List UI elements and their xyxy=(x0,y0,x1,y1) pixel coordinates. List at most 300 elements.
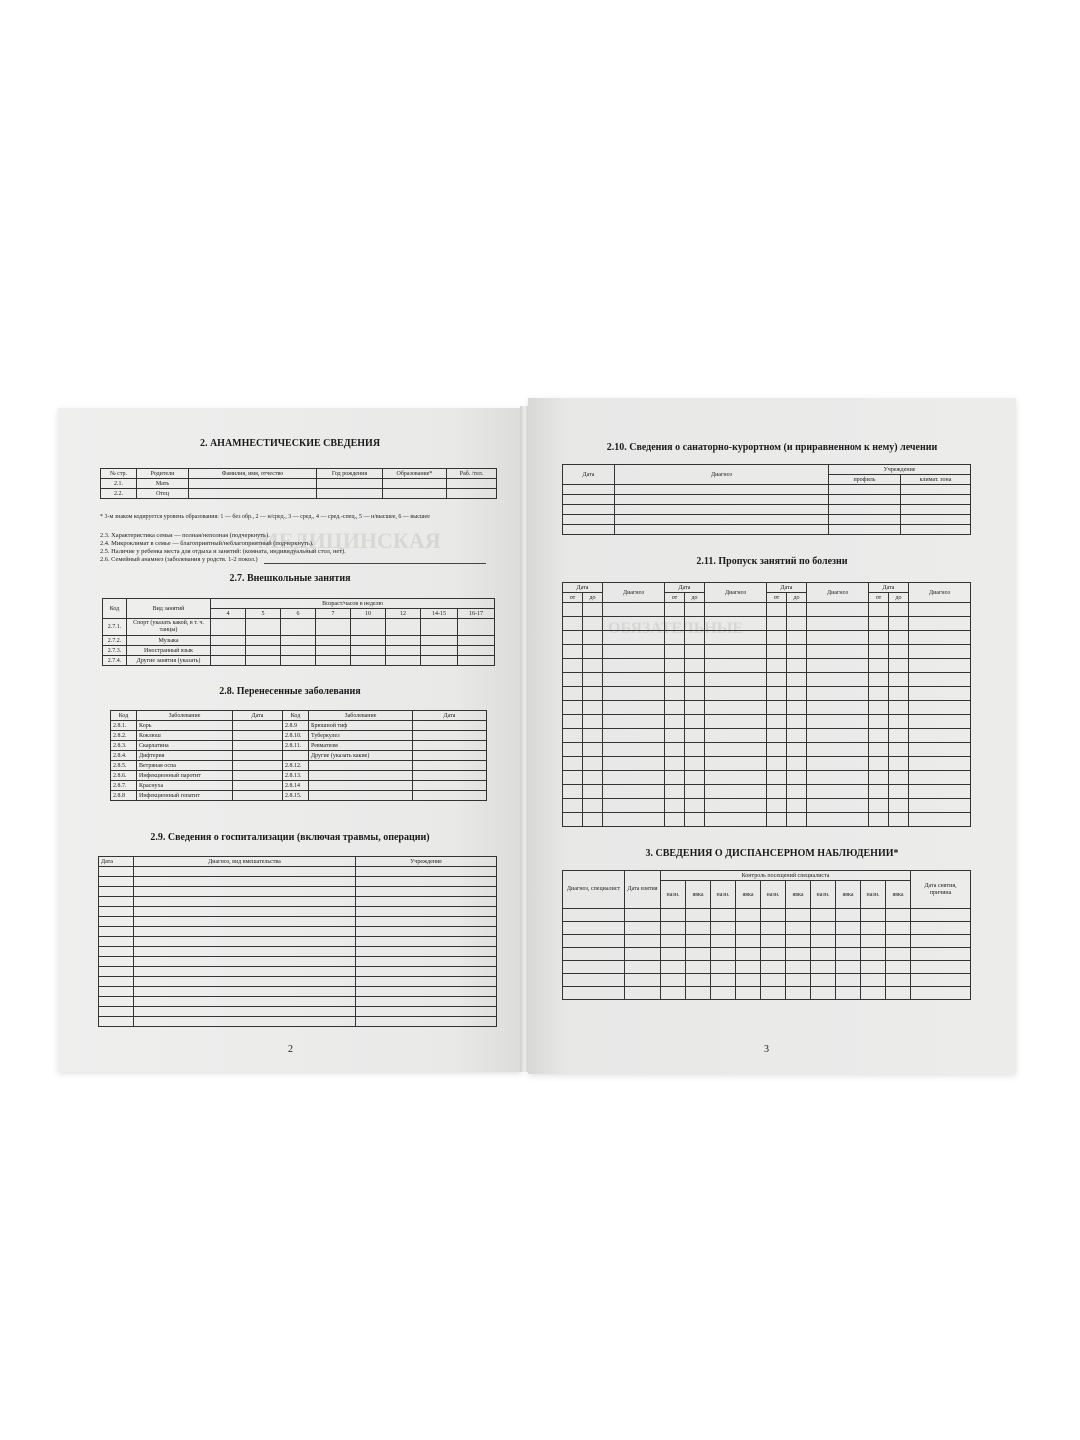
table-row xyxy=(563,813,971,827)
table-cell xyxy=(603,785,665,799)
table-cell xyxy=(807,771,869,785)
table-cell xyxy=(886,961,911,974)
table-cell xyxy=(665,687,685,701)
table-cell xyxy=(134,877,356,887)
table-cell xyxy=(786,922,811,935)
table-row xyxy=(103,656,495,666)
table-row xyxy=(99,917,497,927)
parents-table xyxy=(100,468,497,499)
col-header: Дата xyxy=(99,857,134,867)
table-cell xyxy=(861,922,886,935)
table-cell xyxy=(563,799,583,813)
table-cell xyxy=(889,715,909,729)
absence-rows xyxy=(563,603,971,827)
table-row xyxy=(111,771,487,781)
table-cell xyxy=(861,948,886,961)
table-cell xyxy=(705,687,767,701)
table-row xyxy=(563,631,971,645)
age-header: 12 xyxy=(386,609,421,619)
table-row xyxy=(111,751,487,761)
disease-name: Инфекционный гепатит xyxy=(137,791,233,801)
table-cell xyxy=(901,525,971,535)
table-cell xyxy=(911,974,971,987)
col-header: до xyxy=(889,593,909,603)
table-cell xyxy=(787,771,807,785)
table-cell xyxy=(665,659,685,673)
table-cell xyxy=(317,479,383,489)
age-header: 5 xyxy=(246,609,281,619)
table-cell xyxy=(767,673,787,687)
table-cell xyxy=(736,987,761,1000)
table-row xyxy=(99,987,497,997)
table-cell xyxy=(761,961,786,974)
table-row xyxy=(101,479,497,489)
disease-name: Другие (указать какие) xyxy=(309,751,413,761)
col-header: явка xyxy=(886,881,911,909)
table-cell xyxy=(705,617,767,631)
page-number: 3 xyxy=(764,1044,769,1055)
table-cell xyxy=(615,495,829,505)
table-cell xyxy=(563,743,583,757)
table-cell xyxy=(99,947,134,957)
table-cell xyxy=(603,617,665,631)
table-cell xyxy=(909,743,971,757)
absence-header-row xyxy=(563,583,971,593)
table-cell xyxy=(705,701,767,715)
table-cell xyxy=(99,927,134,937)
table-cell xyxy=(603,645,665,659)
col-header: Дата xyxy=(563,465,615,485)
table-cell xyxy=(356,977,497,987)
table-cell xyxy=(836,935,861,948)
table-cell xyxy=(889,813,909,827)
table-cell xyxy=(705,799,767,813)
table-cell xyxy=(909,645,971,659)
table-cell xyxy=(685,687,705,701)
disease-name xyxy=(309,761,413,771)
table-row xyxy=(563,785,971,799)
col-header: Диагноз, специалист xyxy=(563,871,625,909)
table-cell xyxy=(869,603,889,617)
col-header: Дата xyxy=(413,711,487,721)
table-cell xyxy=(603,687,665,701)
table-cell xyxy=(685,729,705,743)
table-cell xyxy=(829,525,901,535)
table-cell xyxy=(711,948,736,961)
table-cell xyxy=(889,757,909,771)
col-header: Образование* xyxy=(383,469,447,479)
table-cell xyxy=(686,948,711,961)
table-cell xyxy=(134,917,356,927)
table-row xyxy=(563,701,971,715)
table-cell xyxy=(761,909,786,922)
table-cell xyxy=(767,659,787,673)
section-3-title: 3. СВЕДЕНИЯ О ДИСПАНСЕРНОМ НАБЛЮДЕНИИ* xyxy=(645,848,899,859)
table-cell xyxy=(661,961,686,974)
table-cell xyxy=(134,977,356,987)
table-cell xyxy=(563,813,583,827)
table-cell xyxy=(625,974,661,987)
table-cell xyxy=(705,757,767,771)
row-code: 2.8.1. xyxy=(111,721,137,731)
table-cell xyxy=(861,961,886,974)
table-cell xyxy=(889,701,909,715)
activities-header-row xyxy=(103,599,495,609)
table-cell xyxy=(661,974,686,987)
table-cell xyxy=(807,799,869,813)
table-cell xyxy=(736,935,761,948)
bleed-through-text: МЕДИЦИНСКАЯ xyxy=(258,528,441,553)
table-cell xyxy=(886,948,911,961)
table-cell xyxy=(786,974,811,987)
col-header: Код xyxy=(111,711,137,721)
col-header: Код xyxy=(283,711,309,721)
table-cell xyxy=(615,505,829,515)
col-header: Заболевание xyxy=(309,711,413,721)
table-cell xyxy=(869,813,889,827)
row-code: 2.2. xyxy=(101,489,137,499)
table-cell xyxy=(686,987,711,1000)
table-row xyxy=(111,721,487,731)
row-code: 2.8.2. xyxy=(111,731,137,741)
table-cell xyxy=(711,961,736,974)
table-cell xyxy=(889,617,909,631)
table-row xyxy=(103,619,495,636)
table-cell xyxy=(909,687,971,701)
table-cell xyxy=(665,785,685,799)
table-cell xyxy=(869,729,889,743)
table-cell xyxy=(889,659,909,673)
row-code: 2.8.6. xyxy=(111,771,137,781)
table-cell xyxy=(869,673,889,687)
hospital-header-row xyxy=(99,857,497,867)
table-cell xyxy=(787,645,807,659)
row-label: Отец xyxy=(137,489,189,499)
table-cell xyxy=(909,813,971,827)
table-cell xyxy=(807,687,869,701)
table-cell xyxy=(583,771,603,785)
table-cell xyxy=(134,957,356,967)
table-cell xyxy=(811,948,836,961)
table-cell xyxy=(811,974,836,987)
row-code: 2.7.2. xyxy=(103,636,127,646)
col-header: назн. xyxy=(861,881,886,909)
table-cell xyxy=(356,867,497,877)
table-row xyxy=(563,495,971,505)
table-cell xyxy=(786,935,811,948)
table-row xyxy=(99,867,497,877)
left-page xyxy=(58,408,522,1072)
item-2-6: 2.6. Семейный анамнез (заболевания у родств. 1-2 покол.) xyxy=(100,556,258,563)
table-cell xyxy=(99,957,134,967)
col-header: назн. xyxy=(811,881,836,909)
table-cell xyxy=(665,631,685,645)
table-cell xyxy=(563,757,583,771)
col-header: до xyxy=(583,593,603,603)
table-cell xyxy=(767,729,787,743)
table-cell xyxy=(836,961,861,974)
table-cell xyxy=(869,687,889,701)
table-cell xyxy=(909,617,971,631)
col-header: явка xyxy=(736,881,761,909)
table-row xyxy=(99,957,497,967)
table-cell xyxy=(583,673,603,687)
disease-name xyxy=(309,771,413,781)
disease-name: Дифтерия xyxy=(137,751,233,761)
table-cell xyxy=(356,1007,497,1017)
table-cell xyxy=(356,1017,497,1027)
table-cell xyxy=(685,799,705,813)
table-row xyxy=(101,489,497,499)
table-cell xyxy=(685,631,705,645)
table-cell xyxy=(685,603,705,617)
col-header: Дата взятия xyxy=(625,871,661,909)
table-row xyxy=(563,659,971,673)
row-code: 2.8.10. xyxy=(283,731,309,741)
table-cell xyxy=(869,659,889,673)
row-label: Мать xyxy=(137,479,189,489)
table-cell xyxy=(134,907,356,917)
sanatorium-rows xyxy=(563,485,971,535)
disease-name: Коклюш xyxy=(137,731,233,741)
col-header: Раб. /тел. xyxy=(447,469,497,479)
table-cell xyxy=(583,785,603,799)
table-cell xyxy=(761,987,786,1000)
row-code xyxy=(283,751,309,761)
table-row xyxy=(99,977,497,987)
table-cell xyxy=(767,785,787,799)
table-cell xyxy=(786,961,811,974)
table-cell xyxy=(99,917,134,927)
table-cell xyxy=(134,1017,356,1027)
table-cell xyxy=(563,909,625,922)
table-cell xyxy=(356,877,497,887)
table-cell xyxy=(99,977,134,987)
table-cell xyxy=(661,948,686,961)
table-cell xyxy=(603,715,665,729)
table-cell xyxy=(889,799,909,813)
table-cell xyxy=(869,631,889,645)
table-cell xyxy=(861,909,886,922)
table-row xyxy=(563,961,971,974)
table-cell xyxy=(836,987,861,1000)
table-cell xyxy=(563,935,625,948)
table-cell xyxy=(665,715,685,729)
table-row xyxy=(99,997,497,1007)
table-cell xyxy=(901,485,971,495)
table-cell xyxy=(911,961,971,974)
row-code: 2.8.7. xyxy=(111,781,137,791)
table-cell xyxy=(889,687,909,701)
row-label: Музыка xyxy=(127,636,211,646)
row-code: 2.8.9 xyxy=(283,721,309,731)
table-cell xyxy=(563,948,625,961)
table-cell xyxy=(99,897,134,907)
table-row xyxy=(99,937,497,947)
table-row xyxy=(563,974,971,987)
table-cell xyxy=(685,715,705,729)
section-2-9-title: 2.9. Сведения о госпитализации (включая травмы, операции) xyxy=(150,832,430,843)
table-cell xyxy=(665,757,685,771)
table-cell xyxy=(563,974,625,987)
col-header: Учреждение xyxy=(356,857,497,867)
table-cell xyxy=(685,757,705,771)
table-cell xyxy=(603,729,665,743)
table-cell xyxy=(583,757,603,771)
row-code: 2.7.1. xyxy=(103,619,127,636)
table-cell xyxy=(603,631,665,645)
table-cell xyxy=(736,909,761,922)
table-cell xyxy=(563,525,615,535)
table-cell xyxy=(767,701,787,715)
table-cell xyxy=(807,673,869,687)
table-row xyxy=(563,743,971,757)
table-cell xyxy=(911,987,971,1000)
disease-name: Скарлатина xyxy=(137,741,233,751)
table-row xyxy=(563,922,971,935)
table-cell xyxy=(901,495,971,505)
table-cell xyxy=(787,687,807,701)
diseases-header-row xyxy=(111,711,487,721)
table-cell xyxy=(787,813,807,827)
table-cell xyxy=(563,961,625,974)
table-cell xyxy=(563,785,583,799)
row-code: 2.8.3. xyxy=(111,741,137,751)
col-header: Дата xyxy=(869,583,909,593)
table-cell xyxy=(807,729,869,743)
table-row xyxy=(99,877,497,887)
table-cell xyxy=(909,785,971,799)
table-row xyxy=(563,525,971,535)
col-header: климат. зона xyxy=(901,475,971,485)
table-cell xyxy=(583,701,603,715)
table-cell xyxy=(563,645,583,659)
row-code: 2.8.4. xyxy=(111,751,137,761)
table-cell xyxy=(686,935,711,948)
col-header: Возраст/часов в неделю xyxy=(211,599,495,609)
table-cell xyxy=(563,485,615,495)
age-header: 4 xyxy=(211,609,246,619)
table-cell xyxy=(356,897,497,907)
table-cell xyxy=(807,701,869,715)
sanatorium-header-row xyxy=(563,465,971,475)
table-cell xyxy=(603,771,665,785)
table-cell xyxy=(736,974,761,987)
table-cell xyxy=(807,631,869,645)
table-cell xyxy=(886,987,911,1000)
table-cell xyxy=(665,701,685,715)
table-cell xyxy=(603,659,665,673)
col-header: назн. xyxy=(711,881,736,909)
disease-name xyxy=(309,791,413,801)
table-cell xyxy=(134,967,356,977)
table-cell xyxy=(869,799,889,813)
row-code: 2.8.8 xyxy=(111,791,137,801)
table-cell xyxy=(767,687,787,701)
table-cell xyxy=(685,743,705,757)
table-cell xyxy=(909,757,971,771)
table-cell xyxy=(886,935,911,948)
diseases-table xyxy=(110,710,487,801)
table-cell xyxy=(685,617,705,631)
row-label: Иностранный язык xyxy=(127,646,211,656)
table-cell xyxy=(583,799,603,813)
table-cell xyxy=(787,701,807,715)
table-row xyxy=(563,935,971,948)
table-row xyxy=(111,781,487,791)
table-cell xyxy=(705,659,767,673)
table-cell xyxy=(811,987,836,1000)
table-cell xyxy=(685,659,705,673)
table-cell xyxy=(661,987,686,1000)
table-row xyxy=(563,757,971,771)
table-cell xyxy=(811,922,836,935)
table-cell xyxy=(836,948,861,961)
table-cell xyxy=(909,771,971,785)
table-cell xyxy=(583,715,603,729)
table-cell xyxy=(99,997,134,1007)
table-cell xyxy=(705,729,767,743)
table-row xyxy=(563,948,971,961)
disease-name: Краснуха xyxy=(137,781,233,791)
table-cell xyxy=(869,743,889,757)
col-header: Дата xyxy=(665,583,705,593)
table-cell xyxy=(134,867,356,877)
disease-name: Брюшной тиф xyxy=(309,721,413,731)
table-cell xyxy=(911,909,971,922)
table-cell xyxy=(889,673,909,687)
col-header: Родители xyxy=(137,469,189,479)
table-cell xyxy=(911,922,971,935)
table-cell xyxy=(583,659,603,673)
table-cell xyxy=(767,645,787,659)
table-cell xyxy=(807,603,869,617)
col-header: назн. xyxy=(761,881,786,909)
table-cell xyxy=(661,935,686,948)
table-cell xyxy=(705,603,767,617)
table-cell xyxy=(909,631,971,645)
table-cell xyxy=(625,909,661,922)
col-header: явка xyxy=(686,881,711,909)
table-cell xyxy=(787,729,807,743)
table-cell xyxy=(563,617,583,631)
col-header: до xyxy=(685,593,705,603)
table-cell xyxy=(625,948,661,961)
table-cell xyxy=(889,785,909,799)
table-cell xyxy=(829,515,901,525)
section-2-7-title: 2.7. Внешкольные занятия xyxy=(229,573,351,584)
col-header: Диагноз xyxy=(807,583,869,603)
table-cell xyxy=(685,813,705,827)
table-cell xyxy=(767,813,787,827)
table-cell xyxy=(563,687,583,701)
table-cell xyxy=(583,813,603,827)
table-cell xyxy=(356,937,497,947)
table-cell xyxy=(603,603,665,617)
table-cell xyxy=(829,485,901,495)
table-cell xyxy=(134,927,356,937)
col-header: Диагноз xyxy=(615,465,829,485)
table-cell xyxy=(869,715,889,729)
table-cell xyxy=(686,974,711,987)
item-2-5: 2.5. Наличие у ребенка места для отдыха и занятий: (комната, индивидуальный стол, нет). xyxy=(100,548,346,555)
table-cell xyxy=(767,743,787,757)
table-cell xyxy=(901,515,971,525)
table-cell xyxy=(807,813,869,827)
table-cell xyxy=(889,729,909,743)
table-row xyxy=(99,927,497,937)
table-cell xyxy=(356,987,497,997)
